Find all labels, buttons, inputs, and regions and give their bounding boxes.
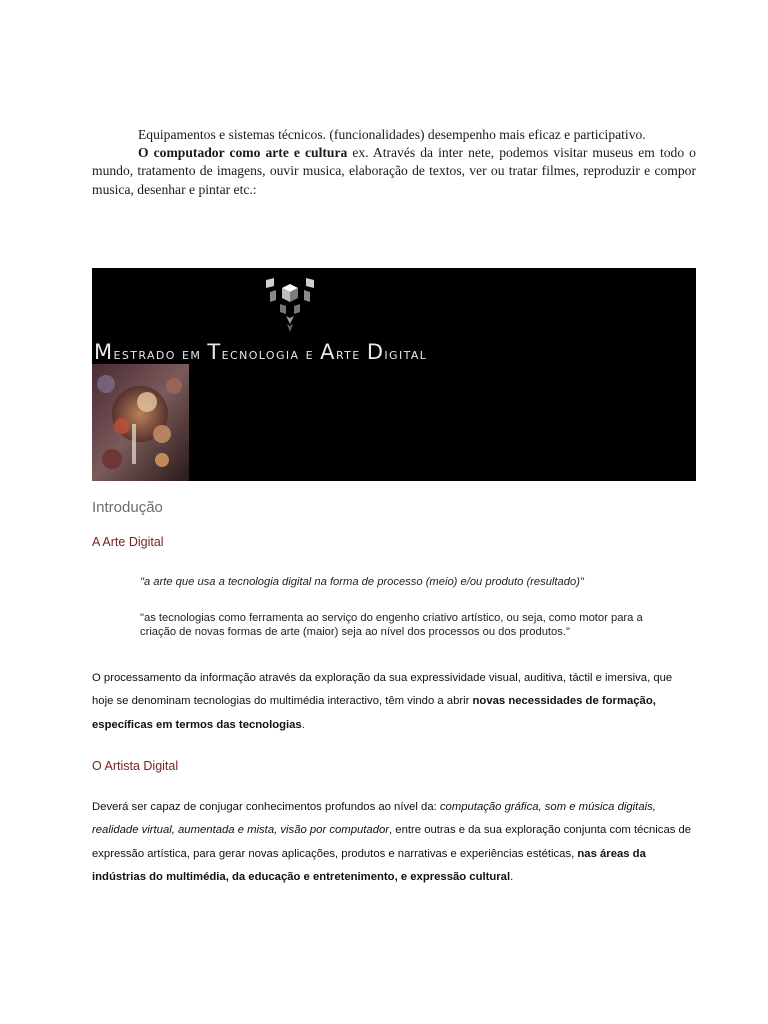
title-initial: M <box>94 340 114 364</box>
artista-digital-heading: O Artista Digital <box>92 759 179 773</box>
arte-digital-heading: A Arte Digital <box>92 535 164 549</box>
text: O processamento da informação através da exploração da sua expressividade visual, auditiva, táctil e imersiva, que hoje se denominam tecnologias do multimédia interactivo, têm vindo a abrir <box>92 672 673 708</box>
title-part: igital <box>384 345 428 363</box>
title-initial: D <box>366 340 385 364</box>
bold-text: novas necessidades de formação, específicas em termos das tecnologias <box>92 695 656 731</box>
title-initial: T <box>207 340 222 364</box>
intro-text-block <box>92 126 696 199</box>
quote-tecnologias: "as tecnologias como ferramenta ao serviço do engenho criativo artístico, ou seja, como motor para a criação de novas formas de arte (maior) seja ao nível dos processos ou dos produtos." <box>140 612 643 638</box>
text: . <box>301 718 305 731</box>
introducao-heading: Introdução <box>92 499 163 516</box>
paragraph-computador-arte <box>92 144 696 199</box>
title-part: rte <box>335 345 367 363</box>
text: . <box>510 871 514 884</box>
text: Deverá ser capaz de conjugar conhecimentos profundos ao nível da: <box>92 801 440 813</box>
title-initial: A <box>320 340 336 364</box>
artwork-photo <box>92 364 189 481</box>
title-part: estrado em <box>113 345 208 363</box>
cube-logo-icon <box>260 274 320 334</box>
paragraph-artista <box>92 796 696 890</box>
italic-text: computação gráfica, som e música digitais, realidade virtual, aumentada e mista, visão por computador <box>92 801 656 837</box>
quote-arte-digital: "a arte que usa a tecnologia digital na forma de processo (meio) e/ou produto (resultado)" <box>140 576 584 588</box>
title-part: ecnologia e <box>221 345 321 363</box>
bold-text: nas áreas da indústrias do multimédia, da educação e entretenimento, e expressão cultural <box>92 847 646 884</box>
banner-title <box>94 340 427 364</box>
paragraph-equipamentos: Equipamentos e sistemas técnicos. (funcionalidades) desempenho mais eficaz e participativo. <box>138 127 646 142</box>
text: , entre outras e da sua exploração conjunta com técnicas de expressão artística, para gerar novas aplicações, produtos e narrativas e experiências estéticas, <box>92 824 692 860</box>
paragraph-rest: ex. Através da inter nete, podemos visitar museus em todo o mundo, tratamento de imagens, ouvir musica, elaboração de textos, ver ou tratar filmes, reproduzir e compor musica, desenhar e pintar etc.: <box>92 145 696 197</box>
bold-phrase: O computador como arte e cultura <box>138 145 348 161</box>
paragraph-processamento <box>92 667 696 737</box>
mestrado-banner <box>92 268 696 481</box>
